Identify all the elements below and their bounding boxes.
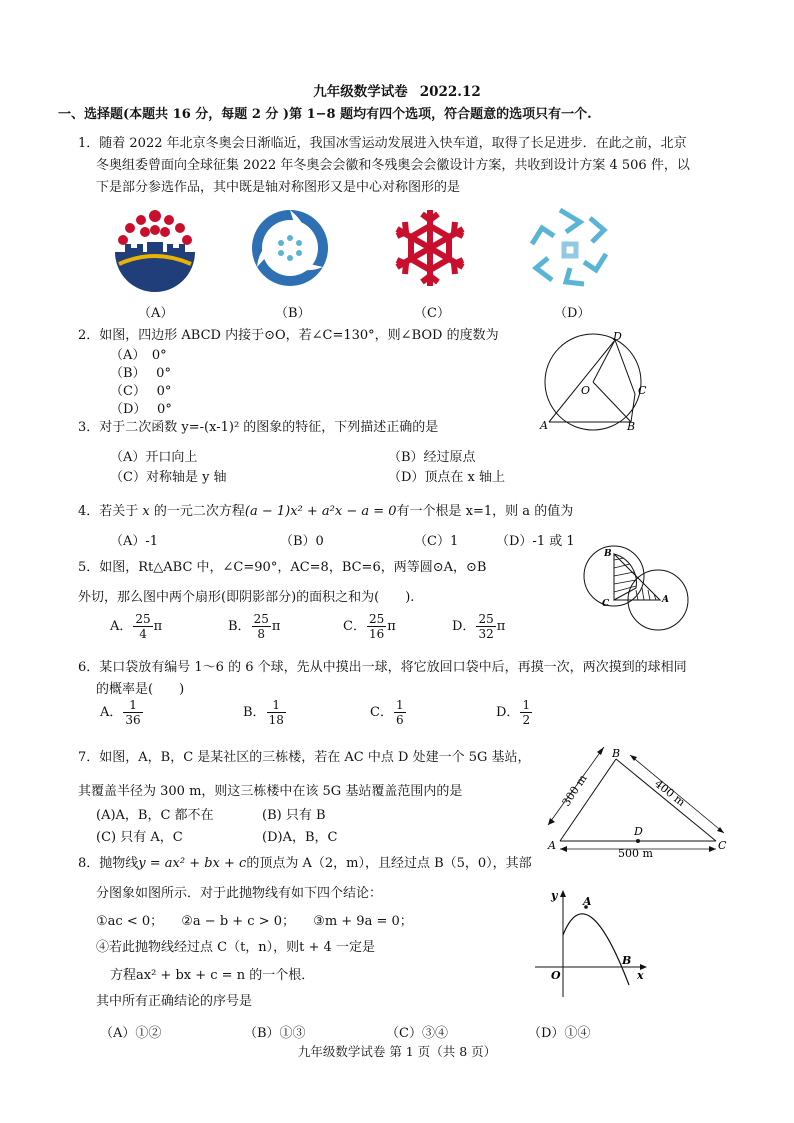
q7-line1: 7．如图，A，B，C 是某社区的三栋楼，若在 AC 中点 D 处建一个 5G 基站， bbox=[78, 750, 531, 765]
q8-conclusion-2: ②a − b + c > 0； bbox=[181, 914, 296, 929]
q8-conclusion-1: ①ac < 0； bbox=[96, 914, 164, 929]
q5-c-num: 25 bbox=[368, 612, 385, 626]
q5-a-letter: A． bbox=[110, 619, 133, 634]
q7-label-a: A bbox=[548, 839, 556, 852]
q5-b-num: 25 bbox=[253, 612, 269, 626]
q2-option-d[interactable]: （D） 0° bbox=[110, 402, 172, 417]
q1-option-c[interactable]: （C） bbox=[414, 306, 450, 321]
q3-option-b[interactable]: （B）经过原点 bbox=[388, 450, 476, 465]
q5-option-c[interactable] bbox=[343, 612, 396, 641]
q4-var-x: x bbox=[142, 504, 150, 519]
q7-triangle-figure bbox=[540, 745, 740, 860]
q7-option-d[interactable]: (D)A，B，C bbox=[262, 830, 338, 845]
exam-title: 九年级数学试卷 bbox=[313, 84, 408, 100]
q5-c-den: 16 bbox=[368, 627, 385, 641]
q7-label-500: 500 m bbox=[618, 847, 653, 860]
q1-line1: 1．随着 2022 年北京冬奥会日渐临近，我国冰雪运动发展进入快车道，取得了长足进步．在此之前，北京 bbox=[78, 136, 687, 151]
logo-b-icon bbox=[252, 210, 328, 286]
q8-label-o: O bbox=[551, 969, 561, 982]
q8-option-d[interactable]: （D）①④ bbox=[528, 1026, 591, 1041]
q2-label-d: D bbox=[613, 332, 622, 343]
q4-stem-c: 的一元二次方程 bbox=[149, 504, 245, 519]
q6-d-fraction bbox=[520, 698, 532, 727]
q6-option-a[interactable] bbox=[100, 698, 144, 727]
logo-d-icon bbox=[532, 210, 606, 284]
q8-conclusion-4: ④若此抛物线经过点 C（t，n），则t + 4 一定是 bbox=[96, 940, 375, 955]
q5-label-b: B bbox=[604, 549, 612, 559]
q8-label-b: B bbox=[622, 954, 632, 967]
q7-option-a[interactable]: (A)A，B，C 都不在 bbox=[96, 808, 214, 823]
q5-label-a: A bbox=[662, 595, 669, 605]
q5-option-a[interactable] bbox=[110, 612, 162, 641]
q8-label-x: x bbox=[637, 969, 644, 982]
q5-a-num: 25 bbox=[135, 612, 151, 626]
q3-option-d[interactable]: （D）顶点在 x 轴上 bbox=[388, 470, 506, 485]
q8-line1-b: 的顶点为 A（2，m），且经过点 B（5，0），其部 bbox=[246, 856, 532, 871]
q5-a-pi: π bbox=[153, 619, 163, 634]
q7-label-b: B bbox=[612, 747, 621, 760]
q8-parabola-figure bbox=[525, 885, 655, 1000]
q1-option-d[interactable]: （D） bbox=[554, 306, 591, 321]
q6-a-fraction bbox=[123, 698, 142, 727]
q6-c-num: 1 bbox=[395, 698, 404, 712]
exam-date: 2022.12 bbox=[419, 84, 481, 100]
q8-line1-a: 8．抛物线 bbox=[78, 856, 139, 871]
logo-c-icon bbox=[397, 210, 463, 286]
q5-b-fraction bbox=[252, 612, 271, 641]
q5-c-pi: π bbox=[387, 619, 396, 634]
page-footer: 九年级数学试卷 第 1 页（共 8 页） bbox=[297, 1044, 497, 1059]
q5-b-pi: π bbox=[271, 619, 281, 634]
q8-option-b[interactable]: （B）①③ bbox=[244, 1026, 306, 1041]
q5-label-c: C bbox=[602, 599, 610, 609]
q4-option-c[interactable]: （C）1 bbox=[414, 534, 459, 549]
q5-d-num: 25 bbox=[478, 612, 494, 626]
q8-label-a: A bbox=[583, 895, 592, 908]
q5-a-fraction bbox=[133, 612, 152, 641]
section-heading: 一、选择题(本题共 16 分，每题 2 分 )第 1−8 题均有四个选项，符合题意的选项只有一个. bbox=[58, 107, 592, 122]
q6-a-letter: A． bbox=[100, 705, 123, 720]
q7-option-b[interactable]: (B) 只有 B bbox=[262, 808, 326, 823]
q5-b-den: 8 bbox=[257, 627, 266, 641]
q4-equation: (a − 1)x² + a²x − a = 0 bbox=[244, 504, 397, 519]
q2-stem: 2．如图，四边形 ABCD 内接于⊙O，若∠C=130°，则∠BOD 的度数为 bbox=[78, 328, 499, 343]
q2-option-b[interactable]: （B） 0° bbox=[110, 366, 171, 381]
q8-line2: 分图象如图所示．对于此抛物线有如下四个结论： bbox=[96, 886, 383, 901]
q7-label-c: C bbox=[718, 839, 727, 852]
q2-label-c: C bbox=[638, 384, 647, 397]
q8-conclusions-row bbox=[96, 910, 516, 929]
q6-b-num: 1 bbox=[267, 698, 286, 713]
page-title bbox=[0, 80, 794, 100]
q8-label-y: y bbox=[551, 889, 558, 902]
q4-stem bbox=[78, 500, 573, 519]
q4-stem-d: 有一个根是 x=1，则 a 的值为 bbox=[396, 504, 574, 519]
q2-option-a[interactable]: （A） 0° bbox=[110, 348, 167, 363]
q2-label-a: A bbox=[540, 419, 548, 432]
q4-option-b[interactable]: （B）0 bbox=[280, 534, 324, 549]
q5-d-den: 32 bbox=[478, 627, 494, 641]
q6-b-fraction bbox=[267, 698, 286, 727]
q6-d-den: 2 bbox=[522, 713, 531, 727]
q6-c-letter: C． bbox=[370, 705, 393, 720]
q5-c-fraction bbox=[367, 612, 386, 641]
q8-option-c[interactable]: （C）③④ bbox=[386, 1026, 448, 1041]
q8-ask: 其中所有正确结论的序号是 bbox=[96, 994, 253, 1009]
q5-circles-figure bbox=[580, 540, 695, 640]
q5-line1: 5．如图，Rt△ABC 中，∠C=90°，AC=8，BC=6，两等圆⊙A，⊙B bbox=[78, 560, 487, 575]
q7-label-400: 400 m bbox=[652, 777, 688, 809]
q1-line2: 冬奥组委曾面向全球征集 2022 年冬奥会会徽和冬残奥会会徽设计方案，共收到设计方案 4 506 件，以 bbox=[96, 158, 690, 173]
q2-label-b: B bbox=[627, 420, 636, 432]
q6-b-den: 18 bbox=[268, 713, 284, 727]
q8-option-a[interactable]: （A）①② bbox=[100, 1026, 162, 1041]
q8-line1 bbox=[78, 852, 532, 871]
q5-option-b[interactable] bbox=[228, 612, 280, 641]
q6-line2: 的概率是( ) bbox=[96, 682, 185, 697]
q6-c-fraction bbox=[394, 698, 406, 727]
q2-label-o: O bbox=[581, 384, 591, 397]
q6-b-letter: B． bbox=[243, 705, 266, 720]
q4-option-d[interactable]: （D）-1 或 1 bbox=[496, 534, 575, 549]
q5-line2: 外切，那么图中两个扇形(即阴影部分)的面积之和为( ). bbox=[78, 590, 415, 605]
q5-d-pi: π bbox=[496, 619, 506, 634]
q3-stem: 3．对于二次函数 y=-(x-1)² 的图象的特征，下列描述正确的是 bbox=[78, 420, 439, 435]
q1-line3: 下是部分参选作品，其中既是轴对称图形又是中心对称图形的是 bbox=[96, 180, 461, 195]
q7-label-300: 300 m bbox=[559, 772, 590, 809]
q1-option-b[interactable]: （B） bbox=[275, 306, 311, 321]
q7-option-c[interactable]: (C) 只有 A，C bbox=[96, 830, 183, 845]
q7-line2: 其覆盖半径为 300 m，则这三栋楼中在该 5G 基站覆盖范围内的是 bbox=[78, 784, 463, 799]
q6-line1: 6．某口袋放有编号 1～6 的 6 个球，先从中摸出一球，将它放回口袋中后，再摸一次，两次摸到的球相同 bbox=[78, 660, 687, 675]
q5-c-letter: C． bbox=[343, 619, 366, 634]
q3-option-c[interactable]: （C）对称轴是 y 轴 bbox=[110, 470, 227, 485]
q5-d-letter: D． bbox=[452, 619, 476, 634]
q8-conclusion-4b: 方程ax² + bx + c = n 的一个根． bbox=[110, 968, 315, 983]
q2-circle-figure bbox=[535, 332, 655, 432]
q6-d-num: 1 bbox=[522, 698, 531, 712]
q5-a-den: 4 bbox=[139, 627, 147, 641]
q6-option-d[interactable] bbox=[496, 698, 533, 727]
q5-option-d[interactable] bbox=[452, 612, 505, 641]
q7-label-d: D bbox=[634, 825, 643, 838]
q6-a-num: 1 bbox=[123, 698, 142, 713]
q6-option-c[interactable] bbox=[370, 698, 407, 727]
q2-option-c[interactable]: （C） 0° bbox=[110, 384, 172, 399]
logo-a-icon bbox=[115, 210, 195, 292]
q4-option-a[interactable]: （A）-1 bbox=[110, 534, 159, 549]
q6-option-b[interactable] bbox=[243, 698, 287, 727]
q3-option-a[interactable]: （A）开口向上 bbox=[110, 450, 198, 465]
q6-d-letter: D． bbox=[496, 705, 520, 720]
q8-conclusion-3: ③m + 9a = 0； bbox=[313, 914, 413, 929]
q1-logos bbox=[100, 200, 700, 298]
q8-equation: y = ax² + bx + c bbox=[138, 856, 247, 871]
q5-d-fraction bbox=[476, 612, 495, 641]
q5-b-letter: B． bbox=[228, 619, 251, 634]
q6-c-den: 6 bbox=[395, 713, 404, 727]
q4-stem-a: 4．若关于 bbox=[78, 504, 143, 519]
q6-a-den: 36 bbox=[125, 713, 141, 727]
q1-option-a[interactable]: （A） bbox=[138, 306, 174, 321]
